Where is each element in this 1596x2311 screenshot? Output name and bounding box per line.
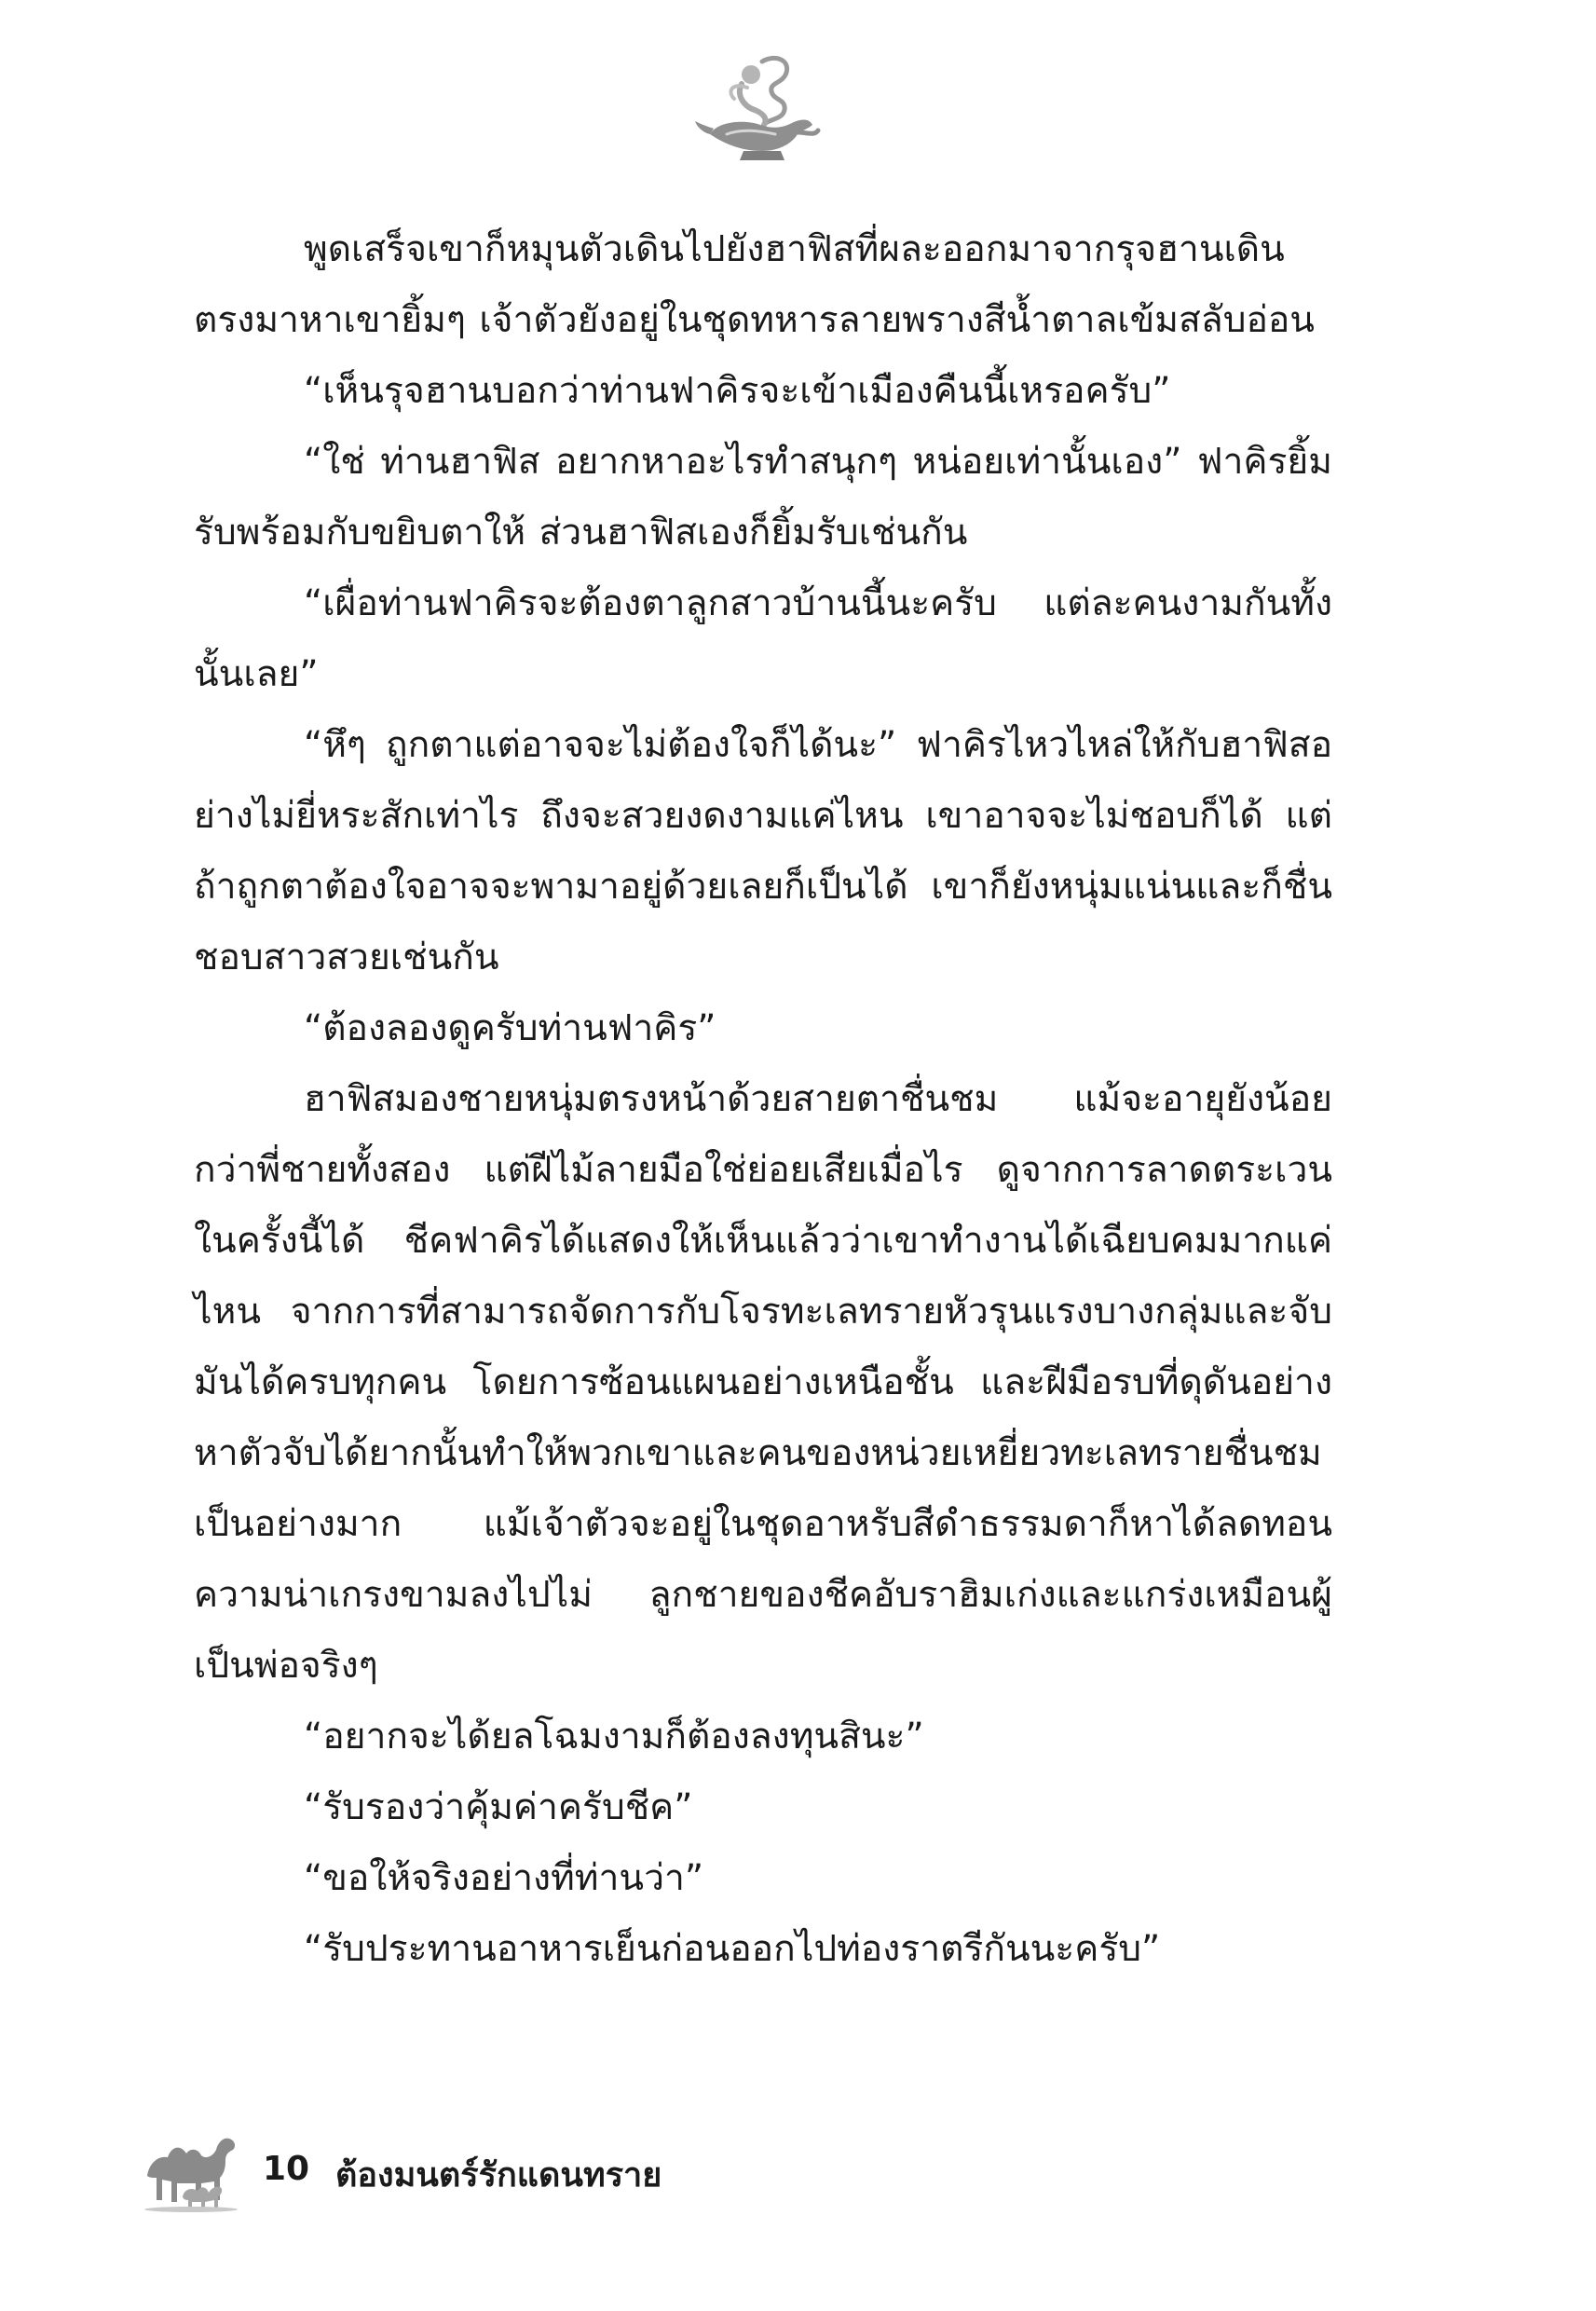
- paragraph: “ต้องลองดูครับท่านฟาคิร”: [304, 1007, 716, 1049]
- paragraph: “ใช่ ท่านฮาฟิส อยากหาอะไรทำสนุกๆ หน่อยเท่านั้นเอง” ฟาคิรยิ้มรับพร้อมกับขยิบตาให้ ส่วนฮาฟิสเองก็ยิ้มรับเช่นกัน: [194, 441, 1332, 554]
- paragraph: พูดเสร็จเขาก็หมุนตัวเดินไปยังฮาฟิสที่ผละออกมาจากรุจฮานเดินตรงมาหาเขายิ้มๆ เจ้าตัวยังอยู่ในชุดทหารลายพรางสีน้ำตาลเข้มสลับอ่อน: [194, 228, 1315, 341]
- paragraph: “รับรองว่าคุ้มค่าครับชีค”: [304, 1786, 693, 1828]
- paragraph: “หึๆ ถูกตาแต่อาจจะไม่ต้องใจก็ได้นะ” ฟาคิรไหวไหล่ให้กับฮาฟิสอย่างไม่ยี่หระสักเท่าไร ถึงจะสวยงดงามแค่ไหน เขาอาจจะไม่ชอบก็ได้ แต่ถ้าถูกตาต้องใจอาจจะพามาอยู่ด้วยเลยก็เป็นได้ เขาก็ยังหนุ่มแน่นและก็ชื่นชอบสาวสวยเช่นกัน: [194, 724, 1332, 978]
- paragraph: ฮาฟิสมองชายหนุ่มตรงหน้าด้วยสายตาชื่นชม แม้จะอายุยังน้อยกว่าพี่ชายทั้งสอง แต่ฝีไม้ลายมือใช่ย่อยเสียเมื่อไร ดูจากการลาดตระเวนในครั้งนี้ได้ ชีคฟาคิรได้แสดงให้เห็นแล้วว่าเขาทำงานได้เฉียบคมมากแค่ไหน จากการที่สามารถจัดการกับโจรทะเลทรายหัวรุนแรงบางกลุ่มและจับมันได้ครบทุกคน โดยการซ้อนแผนอย่างเหนือชั้น และฝีมือรบที่ดุดันอย่างหาตัวจับได้ยากนั้นทำให้พวกเขาและคนของหน่วยเหยี่ยวทะเลทรายชื่นชมเป็นอย่างมาก แม้เจ้าตัวจะอยู่ในชุดอาหรับสีดำธรรมดาก็หาได้ลดทอนความน่าเกรงขามลงไปไม่ ลูกชายของชีคอับราฮิมเก่งและแกร่งเหมือนผู้เป็นพ่อจริงๆ: [194, 1078, 1332, 1687]
- paragraph: “ขอให้จริงอย่างที่ท่านว่า”: [304, 1857, 704, 1899]
- body-text: [194, 214, 1332, 1985]
- page-footer: [140, 2111, 885, 2213]
- book-title: ต้องมนตร์รักแดนทราย: [335, 2156, 662, 2195]
- paragraph: “เผื่อท่านฟาคิรจะต้องตาลูกสาวบ้านนี้นะครับ แต่ละคนงามกันทั้งนั้นเลย”: [194, 582, 1332, 695]
- genie-lamp-icon: [689, 54, 829, 166]
- camel-icon: [140, 2111, 242, 2213]
- paragraph: “เห็นรุจฮานบอกว่าท่านฟาคิรจะเข้าเมืองคืนนี้เหรอครับ”: [304, 370, 1171, 412]
- page-number: 10: [263, 2150, 310, 2188]
- paragraph: “รับประทานอาหารเย็นก่อนออกไปท่องราตรีกันนะครับ”: [304, 1928, 1161, 1970]
- paragraph: “อยากจะได้ยลโฉมงามก็ต้องลงทุนสินะ”: [304, 1716, 924, 1757]
